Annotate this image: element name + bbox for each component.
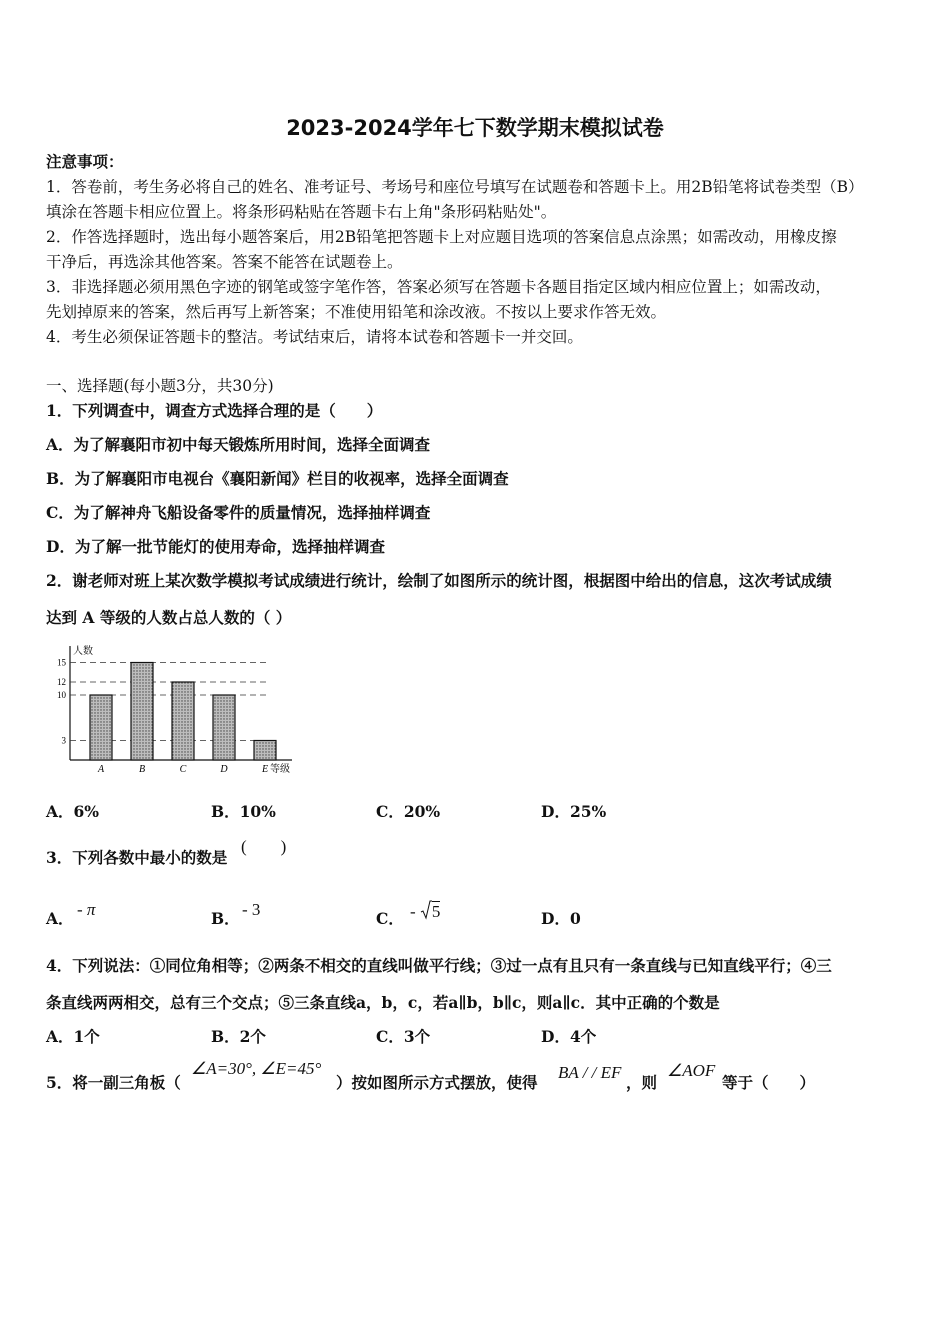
q3-option-b-label: B．	[211, 909, 240, 928]
notice-line: 2．作答选择题时，选出每小题答案后，用2B铅笔把答题卡上对应题目选项的答案信息点涂黑；如需改动，用橡皮擦	[46, 228, 837, 246]
q5-part2: ）按如图所示方式摆放，使得	[336, 1073, 538, 1092]
x-tick-label: E	[261, 764, 269, 775]
sqrt-sign-icon	[420, 900, 432, 920]
q5-part1: 5．将一副三角板（	[46, 1073, 181, 1092]
q3-option-c-label: C．	[376, 909, 404, 928]
q1-option-c: C．为了解神舟飞船设备零件的质量情况，选择抽样调查	[46, 503, 431, 522]
notice-line: 填涂在答题卡相应位置上。将条形码粘贴在答题卡右上角"条形码粘贴处"。	[46, 203, 557, 221]
notice-line: 4．考生必须保证答题卡的整洁。考试结束后，请将本试卷和答题卡一并交回。	[46, 328, 583, 346]
q5-target-angle: ∠AOF	[667, 1061, 716, 1080]
section-heading: 一、选择题(每小题3分，共30分)	[46, 377, 274, 395]
notice-line: 干净后，再选涂其他答案。答案不能答在试题卷上。	[46, 253, 403, 271]
notice-line: 1．答卷前，考生务必将自己的姓名、准考证号、考场号和座位号填写在试题卷和答题卡上。用2B铅笔将试卷类型（B）	[46, 178, 864, 196]
y-tick-label: 15	[57, 657, 66, 668]
bar-A	[90, 695, 112, 760]
q2-option-d: D．25%	[541, 802, 607, 821]
q4-option-c: C．3个	[376, 1027, 431, 1046]
x-axis-label: 等级	[270, 764, 290, 775]
q4-stem-line2: 条直线两两相交，总有三个交点；⑤三条直线a，b，c，若a∥b，b∥c，则a∥c．其中正确的个数是	[46, 993, 720, 1012]
q4-stem-line1: 4．下列说法：①同位角相等；②两条不相交的直线叫做平行线；③过一点有且只有一条直线与已知直线平行；④三	[46, 956, 832, 975]
page-title: 2023-2024学年七下数学期末模拟试卷	[286, 116, 664, 140]
y-tick-label: 3	[61, 735, 66, 746]
q4-option-b: B．2个	[211, 1027, 266, 1046]
q3-option-c-value: - 5	[410, 902, 441, 921]
x-tick-label: D	[220, 764, 228, 775]
q3-option-d: D．0	[541, 909, 581, 928]
q5-parallel-condition: BA / / EF	[558, 1063, 622, 1082]
x-tick-label: B	[138, 764, 146, 775]
q3-option-a-label: A．	[46, 909, 74, 928]
q4-option-d: D．4个	[541, 1027, 597, 1046]
q4-option-a: A．1个	[46, 1027, 100, 1046]
q5-part4: 等于（ ）	[722, 1073, 816, 1092]
x-tick-label: A	[97, 764, 105, 775]
q2-option-c: C．20%	[376, 802, 441, 821]
q2-option-a: A．6%	[46, 802, 100, 821]
q1-option-b: B．为了解襄阳市电视台《襄阳新闻》栏目的收视率，选择全面调查	[46, 469, 509, 488]
q3-option-b-value: - 3	[242, 900, 261, 919]
q5-angle-condition: ∠A=30°, ∠E=45°	[191, 1059, 322, 1078]
y-tick-label: 12	[57, 677, 66, 687]
q3-stem: 3．下列各数中最小的数是	[46, 848, 228, 867]
q3-answer-paren: ( )	[241, 837, 287, 856]
q3-option-a-value: - π	[77, 900, 96, 919]
bar-B	[131, 663, 153, 761]
bar-chart	[46, 640, 308, 780]
q1-option-a: A．为了解襄阳市初中每天锻炼所用时间，选择全面调查	[46, 435, 431, 454]
bar-D	[213, 695, 235, 760]
q5-part3: ，则	[626, 1073, 658, 1092]
y-tick-label: 10	[57, 690, 66, 700]
y-axis-label: 人数	[73, 646, 93, 657]
notice-heading: 注意事项：	[46, 152, 124, 171]
q2-stem-line2: 达到 A 等级的人数占总人数的（ ）	[46, 608, 292, 627]
x-tick-label: C	[179, 764, 187, 775]
notice-line: 3．非选择题必须用黑色字迹的钢笔或签字笔作答，答案必须写在答题卡各题目指定区域内相应位置上；如需改动，	[46, 278, 831, 296]
bar-E	[254, 741, 276, 761]
bar-C	[172, 682, 194, 760]
q2-option-b: B．10%	[211, 802, 276, 821]
q2-stem-line1: 2．谢老师对班上某次数学模拟考试成绩进行统计，绘制了如图所示的统计图，根据图中给出的信息，这次考试成绩	[46, 571, 832, 590]
q1-stem: 1．下列调查中，调查方式选择合理的是（ ）	[46, 401, 383, 420]
notice-line: 先划掉原来的答案，然后再写上新答案；不准使用铅笔和涂改液。不按以上要求作答无效。	[46, 303, 667, 321]
q1-option-d: D．为了解一批节能灯的使用寿命，选择抽样调查	[46, 537, 385, 556]
